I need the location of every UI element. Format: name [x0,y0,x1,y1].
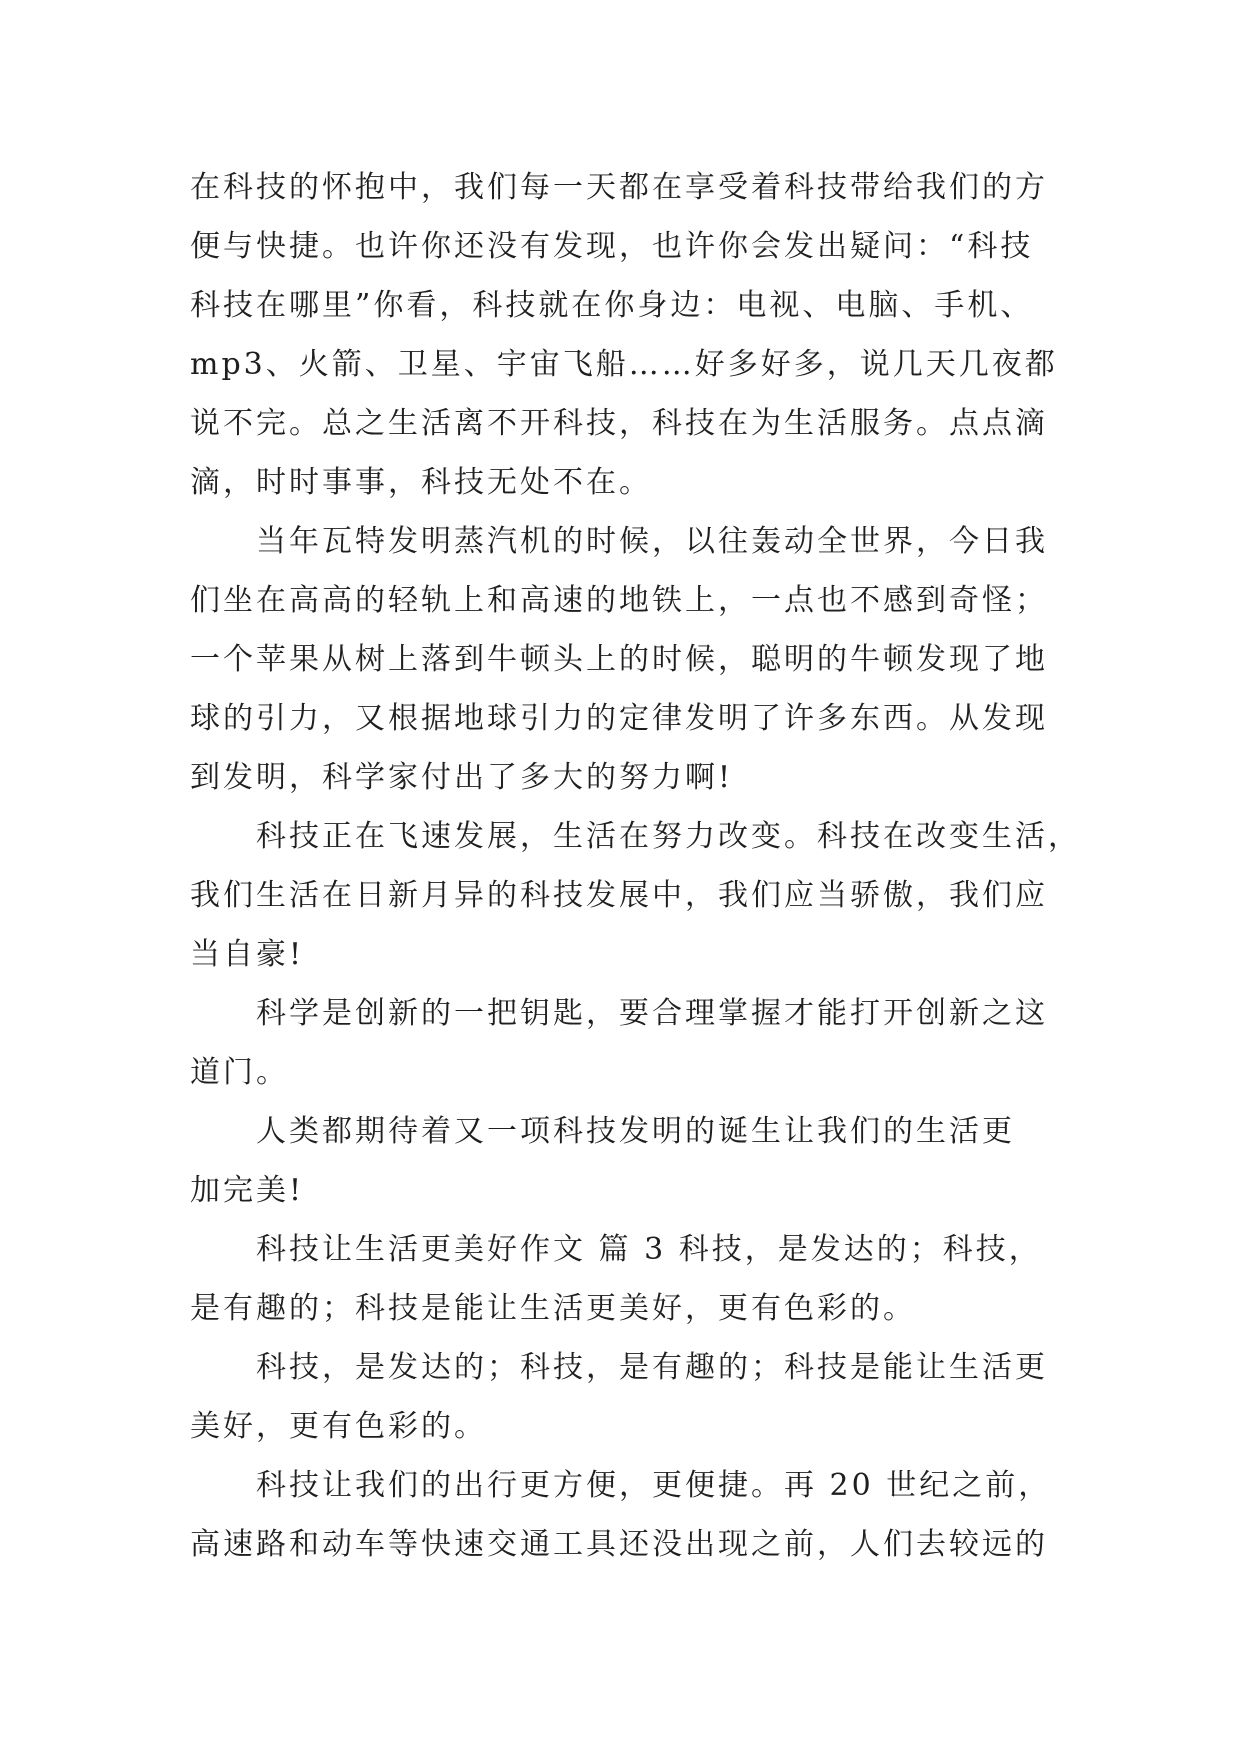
text-line: 科技，是发达的；科技，是有趣的；科技是能让生活更 [256,1350,1048,1385]
text-line: 便与快捷。也许你还没有发现，也许你会发出疑问：“科技 [190,229,1034,264]
paragraph [190,1220,1060,1338]
text-line: 是有趣的；科技是能让生活更美好，更有色彩的。 [190,1291,916,1326]
text-line: 科学是创新的一把钥匙，要合理掌握才能打开创新之这 [256,996,1048,1031]
paragraph [190,984,1060,1102]
text-line: 美好，更有色彩的。 [190,1409,487,1444]
paragraph [190,512,1060,807]
paragraph [190,1338,1060,1456]
text-line: 科技正在飞速发展，生活在努力改变。科技在改变生活， [256,819,1081,854]
text-line: mp3、火箭、卫星、宇宙飞船……好多好多，说几天几夜都 [190,347,1058,382]
paragraph [190,1102,1060,1220]
paragraph [190,1456,1060,1574]
text-line: 我们生活在日新月异的科技发展中，我们应当骄傲，我们应 [190,878,1048,913]
text-line: 当自豪! [190,937,305,972]
paragraph [190,158,1060,512]
text-line: 一个苹果从树上落到牛顿头上的时候，聪明的牛顿发现了地 [190,642,1048,677]
text-line: 科技让我们的出行更方便，更便捷。再 20 世纪之前， [256,1468,1052,1503]
text-line: 球的引力，又根据地球引力的定律发明了许多东西。从发现 [190,701,1048,736]
text-line: 道门。 [190,1055,289,1090]
text-line: 到发明，科学家付出了多大的努力啊! [190,760,734,795]
text-line: 说不完。总之生活离不开科技，科技在为生活服务。点点滴 [190,406,1048,441]
text-line: 当年瓦特发明蒸汽机的时候，以往轰动全世界，今日我 [256,524,1048,559]
text-line: 高速路和动车等快速交通工具还没出现之前，人们去较远的 [190,1527,1048,1562]
text-line: 加完美! [190,1173,305,1208]
text-line: 在科技的怀抱中，我们每一天都在享受着科技带给我们的方 [190,170,1048,205]
text-line: 科技在哪里”你看，科技就在你身边：电视、电脑、手机、 [190,288,1034,323]
document-body [190,158,1081,1574]
text-line: 人类都期待着又一项科技发明的诞生让我们的生活更 [256,1114,1015,1149]
paragraph [190,807,1081,984]
text-line: 科技让生活更美好作文 篇 3 科技，是发达的；科技， [256,1232,1042,1267]
text-line: 们坐在高高的轻轨上和高速的地铁上，一点也不感到奇怪； [190,583,1048,618]
text-line: 滴，时时事事，科技无处不在。 [190,465,652,500]
